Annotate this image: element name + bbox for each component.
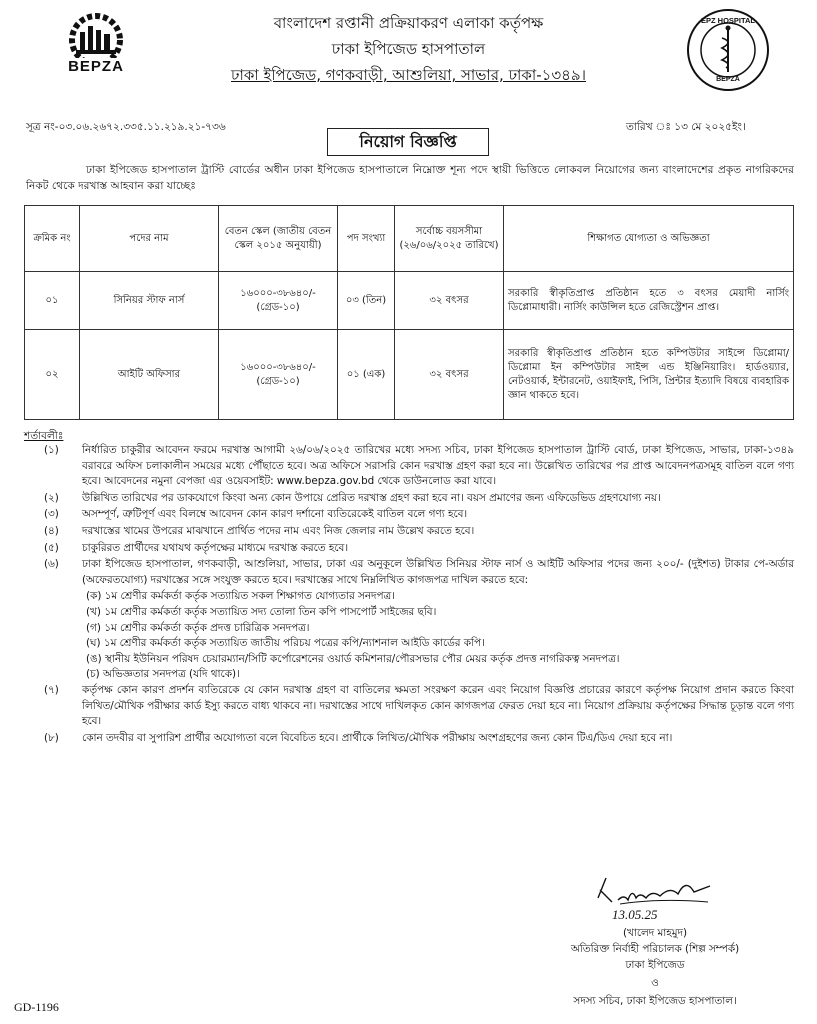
condition-text: অসম্পূর্ণ, ত্রুটিপূর্ণ এবং বিলম্বে আবেদন কোন কারণ দর্শানো ব্যতিরেকেই বাতিল বলে গণ্য হবে।	[82, 508, 468, 521]
footer-code: GD-1196	[14, 1000, 59, 1014]
cell-count: ০৩ (তিন)	[338, 272, 395, 330]
document-sub-item: (ক) ১ম শ্রেণীর কর্মকর্তা কর্তৃক সত্যায়িত সকল শিক্ষাগত যোগ্যতার সনদপত্র।	[86, 590, 395, 603]
intro-paragraph: ঢাকা ইপিজেড হাসপাতাল ট্রাস্টি বোর্ডের অধীন ঢাকা ইপিজেড হাসপাতালে নিম্নোক্ত শূন্য পদে স্থায়ী ভিত্তিতে লোকবল নিয়োগের জন্য বাংলাদেশের প্রকৃত নাগরিকদের নিকট থেকে দরখাস্ত আহবান করা যাচ্ছেঃ	[26, 164, 794, 192]
document-sub-item: (গ) ১ম শ্রেণীর কর্মকর্তা কর্তৃক প্রদত্ত চারিত্রিক সনদপত্র।	[86, 621, 310, 634]
cell-serial: ০২	[25, 330, 80, 420]
condition-number: (৫)	[44, 541, 59, 554]
condition-number: (৮)	[44, 731, 59, 744]
conditions-heading: শর্তাবলীঃ	[24, 430, 64, 442]
memo-number: সূত্র নং-০৩.০৬.২৬৭২.৩৩৫.১১.২১৯.২১-৭৩৬	[26, 121, 226, 133]
col-count: পদ সংখ্যা	[338, 206, 395, 272]
condition-number: (৩)	[44, 508, 59, 521]
condition-text: নির্ধারিত চাকুরীর আবেদন ফরমে দরখাস্ত আগামী ২৬/০৬/২০২৫ তারিখের মধ্যে সদস্য সচিব, ঢাকা ইপিজেড হাসপাতাল ট্রাস্টি বোর্ড, ঢাকা ইপিজেড, সাভার, ঢাকা-১৩৪৯ বরাবরে অফিস চলাকালীন সময়ের মধ্যে পৌঁছাতে হবে। অত্র অফিসে সরাসরি কোন দরখাস্ত গ্রহণ করা হবে না। উল্লেখিত তারিখের পর প্রাপ্ত আবেদনপত্রসমূহ বাতিল বলে গণ্য হবে। আবেদনের নমুনা বেপজা এর ওয়েবসাইট: www.bepza.gov.bd থেকে ডাউনলোড করা যাবে।	[82, 444, 794, 488]
condition-number: (১)	[44, 444, 59, 456]
col-post: পদের নাম	[80, 206, 219, 272]
document-sub-item: (ঘ) ১ম শ্রেণীর কর্মকর্তা কর্তৃক সত্যায়িত জাতীয় পরিচয় পত্রের কপি/ন্যাশনাল আইডি কার্ডের কপি।	[86, 637, 485, 650]
condition-item	[24, 443, 794, 490]
hospital-name: ঢাকা ইপিজেড হাসপাতাল	[331, 40, 486, 58]
document-sub-item: (চ) অভিজ্ঞতার সনদপত্র (যদি থাকে)।	[86, 668, 240, 681]
cell-age: ৩২ বৎসর	[395, 272, 504, 330]
signature-date: 13.05.25	[612, 907, 658, 922]
cell-post: সিনিয়র স্টাফ নার্স	[80, 272, 219, 330]
condition-item	[24, 731, 794, 747]
condition-number: (৬)	[44, 558, 59, 571]
bepza-logo-text: BEPZA	[68, 58, 124, 75]
condition-text: কর্তৃপক্ষ কোন কারণ প্রদর্শন ব্যতিরেকে যে কোন দরখাস্ত গ্রহণ বা বাতিলের ক্ষমতা সংরক্ষণ করেন এবং নিয়োগ বিজ্ঞপ্তি প্রচারের কারণে কর্তৃপক্ষ নিয়োগ প্রদান করতে কিংবা লিখিত/মৌখিক পরীক্ষার কার্ড ইস্যু করতে বাধ্য থাকবে না। দরখাস্তের সাথে দাখিলকৃত কোন কাগজপত্র ফেরত দেয়া হবে না। নিয়োগ প্রক্রিয়ায় কর্তৃপক্ষের সিদ্ধান্ত চূড়ান্ত বলে গণ্য হবে।	[82, 683, 794, 728]
cell-qualification: সরকারি স্বীকৃতিপ্রাপ্ত প্রতিষ্ঠান হতে কম্পিউটার সাইন্সে ডিপ্লোমা/ডিপ্লোমা ইন কম্পিউটার সাইন্স এন্ড ইঞ্জিনিয়ারিং। হার্ডওয়্যার, নেটওয়ার্ক, ইন্টারনেট, ওয়াইফাই, পিসি, প্রিন্টার ইত্যাদি বিষয়ে ব্যবহারিক জ্ঞান থাকতে হবে।	[504, 330, 794, 420]
cell-qualification: সরকারি স্বীকৃতিপ্রাপ্ত প্রতিষ্ঠান হতে ৩ বৎসর মেয়াদী নার্সিং ডিপ্লোমাধারী। নার্সিং কাউন্সিল হতে রেজিস্ট্রেশন প্রাপ্ত।	[504, 272, 794, 330]
cell-pay: ১৬০০০-৩৮৬৪০/- (গ্রেড-১০)	[219, 272, 338, 330]
signer-designation: অতিরিক্ত নির্বাহী পরিচালক (শিল্প সম্পর্ক)	[570, 943, 740, 955]
seal-bottom-text: BEPZA	[716, 76, 740, 83]
condition-text: ঢাকা ইপিজেড হাসপাতাল, গণকবাড়ী, আশুলিয়া, সাভার, ঢাকা এর অনুকূলে উল্লিখিত সিনিয়র স্টাফ নার্স ও আইটি অফিসার পদের জন্য ২০০/- (দুইশত) টাকার পে-অর্ডার (অফেরতযোগ্য) দরখাস্তের সঙ্গে সংযুক্ত করতে হবে। দরখাস্তের সাথে নিম্নলিখিত কাগজপত্র দাখিল করতে হবে:	[82, 558, 794, 586]
table-row	[25, 330, 794, 420]
condition-text: চাকুরিরত প্রার্থীদের যথাযথ কর্তৃপক্ষের মাধ্যমে দরখাস্ত করতে হবে।	[82, 541, 349, 554]
table-header-row	[25, 206, 794, 272]
notice-title: নিয়োগ বিজ্ঞপ্তি	[327, 128, 489, 156]
cell-age: ৩২ বৎসর	[395, 330, 504, 420]
condition-item	[24, 541, 794, 557]
condition-text: উল্লিখিত তারিখের পর ডাকযোগে কিংবা অন্য কোন উপায়ে প্রেরিত দরখাস্ত গ্রহণ করা হবে না। বয়স প্রমাণের জন্য এফিডেভিড গ্রহণযোগ্য নয়।	[82, 491, 661, 504]
cell-pay: ১৬০০০-৩৮৬৪০/- (গ্রেড-১০)	[219, 330, 338, 420]
document-sub-item: (খ) ১ম শ্রেণীর কর্মকর্তা কর্তৃক সত্যায়িত সদ্য তোলা তিন কপি পাসপোর্ট সাইজের ছবি।	[86, 605, 437, 618]
condition-number: (৪)	[44, 524, 59, 537]
condition-item	[24, 507, 794, 523]
signer-office: ঢাকা ইপিজেড	[625, 959, 685, 971]
notice-date: তারিখ ঃ ১৩ মে ২০২৫ইং।	[626, 121, 746, 133]
cell-post: আইটি অফিসার	[80, 330, 219, 420]
document-sub-item: (ঙ) স্থানীয় ইউনিয়ন পরিষদ চেয়ারম্যান/সিটি কর্পোরেশনের ওয়ার্ড কমিশনার/পৌরসভার পৌর মেয়র কর্তৃক প্রদত্ত নাগরিকত্ব সনদপত্র।	[86, 652, 620, 665]
seal-top-text: EPZ HOSPITAL	[700, 16, 756, 25]
col-pay: বেতন স্কেল (জাতীয় বেতন স্কেল ২০১৫ অনুযায়ী)	[219, 206, 338, 272]
org-name: বাংলাদেশ রপ্তানী প্রক্রিয়াকরণ এলাকা কর্তৃপক্ষ	[273, 14, 544, 32]
condition-number: (২)	[44, 491, 59, 504]
hospital-address: ঢাকা ইপিজেড, গণকবাড়ী, আশুলিয়া, সাভার, ঢাকা-১৩৪৯।	[231, 66, 586, 84]
condition-item	[24, 491, 794, 507]
conditions-list	[24, 443, 794, 747]
condition-item	[24, 683, 794, 730]
condition-item	[24, 557, 794, 588]
condition-item	[24, 524, 794, 540]
table-row	[25, 272, 794, 330]
cell-serial: ০১	[25, 272, 80, 330]
col-serial: ক্রমিক নং	[25, 206, 80, 272]
signer-conjunction: ও	[651, 977, 659, 989]
condition-text: দরখাস্তের খামের উপরের মাঝখানে প্রার্থিত পদের নাম এবং নিজ জেলার নাম উল্লেখ করতে হবে।	[82, 524, 475, 537]
vacancy-table	[24, 205, 794, 420]
condition-text: কোন তদবীর বা সুপারিশ প্রার্থীর অযোগ্যতা বলে বিবেচিত হবে। প্রার্থীকে লিখিত/মৌখিক পরীক্ষায় অংশগ্রহণের জন্য কোন টিএ/ডিএ দেয়া হবে না।	[82, 731, 673, 744]
condition-number: (৭)	[44, 683, 59, 696]
col-age: সর্বোচ্চ বয়সসীমা (২৬/০৬/২০২৫ তারিখে)	[395, 206, 504, 272]
cell-count: ০১ (এক)	[338, 330, 395, 420]
col-qualification: শিক্ষাগত যোগ্যতা ও অভিজ্ঞতা	[504, 206, 794, 272]
signer-secretary: সদস্য সচিব, ঢাকা ইপিজেড হাসপাতাল।	[573, 995, 737, 1007]
signer-name: (খালেদ মাহমুদ)	[622, 927, 688, 939]
